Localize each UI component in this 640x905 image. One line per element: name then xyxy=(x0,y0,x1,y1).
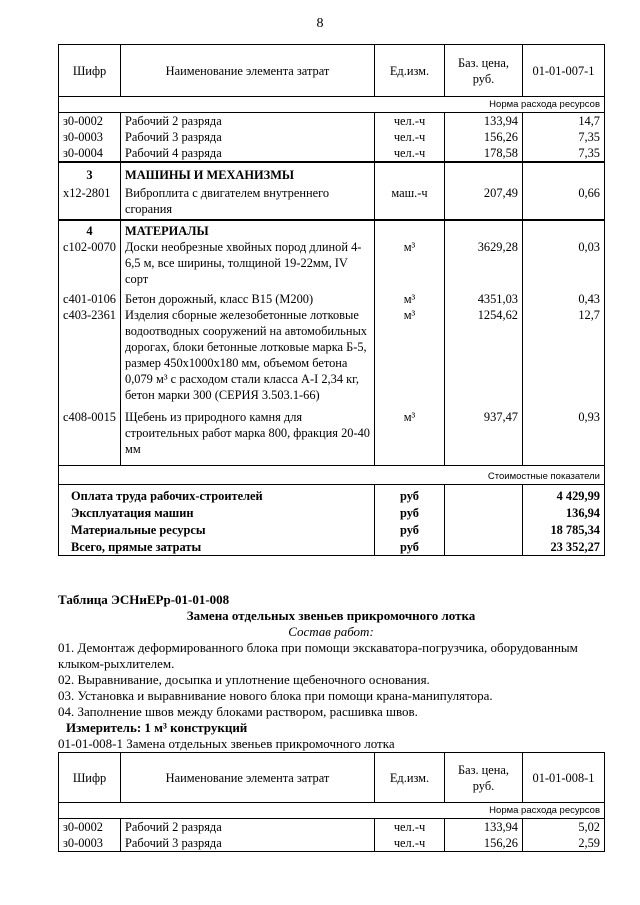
total-value: 4 429,99 xyxy=(523,485,605,505)
total-name: Эксплуатация машин xyxy=(59,504,375,521)
table-row xyxy=(59,113,605,130)
row-value: 12,7 xyxy=(523,307,605,409)
row-unit: маш.-ч xyxy=(375,183,445,220)
row-value: 5,02 xyxy=(523,819,605,836)
total-value: 23 352,27 xyxy=(523,538,605,556)
norm-caption: Норма расхода ресурсов xyxy=(59,97,605,113)
resource-table-2 xyxy=(58,752,605,852)
row-name: Рабочий 4 разряда xyxy=(121,145,375,162)
table-row xyxy=(59,183,605,220)
total-row xyxy=(59,538,605,556)
row-code: х12-2801 xyxy=(59,183,121,220)
total-value: 136,94 xyxy=(523,504,605,521)
total-name: Материальные ресурсы xyxy=(59,521,375,538)
header-name: Наименование элемента затрат xyxy=(121,753,375,803)
header-norm-code: 01-01-007-1 xyxy=(523,45,605,97)
row-value: 0,66 xyxy=(523,183,605,220)
row-price: 937,47 xyxy=(445,409,523,466)
row-price: 3629,28 xyxy=(445,239,523,291)
row-price: 156,26 xyxy=(445,835,523,852)
table-title: Таблица ЭСНиЕРр-01-01-008 xyxy=(58,592,230,607)
row-name: Щебень из природного камня для строительных работ марка 800, фракция 20-40 мм xyxy=(121,409,375,466)
work-item: 03. Установка и выравнивание нового блока при помощи крана-манипулятора. xyxy=(58,688,493,703)
header-code: Шифр xyxy=(59,45,121,97)
row-unit: м³ xyxy=(375,409,445,466)
section-title: МАТЕРИАЛЫ xyxy=(121,220,375,239)
page-number: 8 xyxy=(316,16,324,31)
section-header xyxy=(59,162,605,183)
total-unit: руб xyxy=(375,538,445,556)
row-price: 133,94 xyxy=(445,113,523,130)
row-code: с401-0106 xyxy=(59,291,121,307)
total-row xyxy=(59,485,605,505)
row-value: 0,93 xyxy=(523,409,605,466)
table-row xyxy=(59,129,605,145)
section-header xyxy=(59,220,605,239)
row-code: з0-0002 xyxy=(59,819,121,836)
total-unit: руб xyxy=(375,485,445,505)
row-value: 2,59 xyxy=(523,835,605,852)
row-unit: чел.-ч xyxy=(375,129,445,145)
section-title: МАШИНЫ И МЕХАНИЗМЫ xyxy=(121,162,375,183)
row-value: 14,7 xyxy=(523,113,605,130)
row-name: Рабочий 2 разряда xyxy=(121,113,375,130)
table-row xyxy=(59,409,605,466)
table-row xyxy=(59,307,605,409)
row-unit: м³ xyxy=(375,291,445,307)
total-name: Оплата труда рабочих-строителей xyxy=(59,485,375,505)
row-code: с408-0015 xyxy=(59,409,121,466)
row-code: з0-0002 xyxy=(59,113,121,130)
row-unit: чел.-ч xyxy=(375,113,445,130)
row-value: 7,35 xyxy=(523,145,605,162)
norm-caption: Норма расхода ресурсов xyxy=(59,803,605,819)
row-name: Изделия сборные железобетонные лотковые водоотводных сооружений на автомобильных дорогах, блоки бетонные лотковые марка Б-5, размер 450x1000x180 мм, объемом бетона 0,079 м³ с расходом стали класса А-I 2,34 кг, бетон марки 300 (СЕРИЯ 3.503.1-66) xyxy=(121,307,375,409)
header-name: Наименование элемента затрат xyxy=(121,45,375,97)
section-number: 3 xyxy=(59,162,121,183)
total-name: Всего, прямые затраты xyxy=(59,538,375,556)
row-price: 1254,62 xyxy=(445,307,523,409)
row-code: з0-0004 xyxy=(59,145,121,162)
resource-table-1 xyxy=(58,44,605,556)
cost-caption: Стоимостные показатели xyxy=(59,466,605,485)
total-row xyxy=(59,504,605,521)
row-code: с403-2361 xyxy=(59,307,121,409)
row-code: з0-0003 xyxy=(59,129,121,145)
row-name: Доски необрезные хвойных пород длиной 4-6,5 м, все ширины, толщиной 19-22мм, IV сорт xyxy=(121,239,375,291)
work-item: 01. Демонтаж деформированного блока при помощи экскаватора-погрузчика, оборудованным клыком-рыхлителем. xyxy=(58,640,578,671)
row-unit: м³ xyxy=(375,307,445,409)
meter-label: Измеритель: 1 м³ конструкций xyxy=(66,720,248,735)
table-subtitle: Замена отдельных звеньев прикромочного лотка xyxy=(186,608,476,623)
header-unit: Ед.изм. xyxy=(375,45,445,97)
row-code: с102-0070 xyxy=(59,239,121,291)
work-composition-title: Состав работ: xyxy=(288,624,374,639)
section-number: 4 xyxy=(59,220,121,239)
table-row xyxy=(59,145,605,162)
total-unit: руб xyxy=(375,521,445,538)
header-price: Баз. цена, руб. xyxy=(445,753,523,803)
row-value: 0,43 xyxy=(523,291,605,307)
row-price: 156,26 xyxy=(445,129,523,145)
row-code: з0-0003 xyxy=(59,835,121,852)
header-norm-code: 01-01-008-1 xyxy=(523,753,605,803)
work-item: 02. Выравнивание, досыпка и уплотнение щебеночного основания. xyxy=(58,672,430,687)
row-price: 207,49 xyxy=(445,183,523,220)
row-name: Рабочий 2 разряда xyxy=(121,819,375,836)
row-unit: чел.-ч xyxy=(375,145,445,162)
total-value: 18 785,34 xyxy=(523,521,605,538)
header-code: Шифр xyxy=(59,753,121,803)
total-unit: руб xyxy=(375,504,445,521)
row-name: Рабочий 3 разряда xyxy=(121,129,375,145)
header-unit: Ед.изм. xyxy=(375,753,445,803)
item-line: 01-01-008-1 Замена отдельных звеньев прикромочного лотка xyxy=(58,736,395,751)
row-value: 0,03 xyxy=(523,239,605,291)
table-row xyxy=(59,239,605,291)
total-row xyxy=(59,521,605,538)
row-name: Виброплита с двигателем внутреннего сгорания xyxy=(121,183,375,220)
row-unit: чел.-ч xyxy=(375,835,445,852)
table-row xyxy=(59,835,605,852)
work-item: 04. Заполнение швов между блоками раствором, расшивка швов. xyxy=(58,704,418,719)
row-name: Рабочий 3 разряда xyxy=(121,835,375,852)
row-price: 178,58 xyxy=(445,145,523,162)
row-unit: м³ xyxy=(375,239,445,291)
table-row xyxy=(59,291,605,307)
row-name: Бетон дорожный, класс B15 (M200) xyxy=(121,291,375,307)
row-price: 133,94 xyxy=(445,819,523,836)
row-unit: чел.-ч xyxy=(375,819,445,836)
row-price: 4351,03 xyxy=(445,291,523,307)
header-price: Баз. цена, руб. xyxy=(445,45,523,97)
table-row xyxy=(59,819,605,836)
row-value: 7,35 xyxy=(523,129,605,145)
